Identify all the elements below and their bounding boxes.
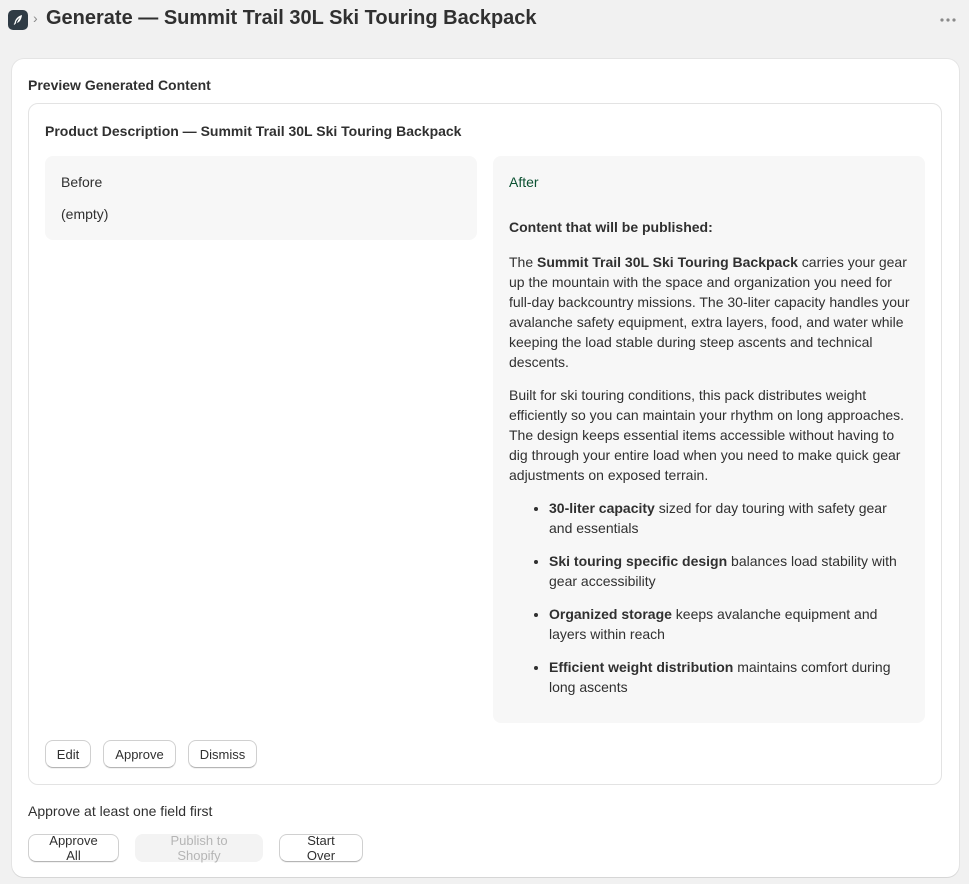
- field-preview-panel: [28, 103, 942, 785]
- preview-card: [12, 59, 959, 877]
- dismiss-button[interactable]: Dismiss: [188, 740, 257, 768]
- before-panel: [45, 156, 477, 240]
- section-title: Preview Generated Content: [28, 77, 211, 93]
- page-title: Generate — Summit Trail 30L Ski Touring Backpack: [46, 7, 537, 29]
- before-value: (empty): [61, 206, 109, 222]
- after-panel: [493, 156, 925, 723]
- feature-text: balances load stability with gear accessibility: [549, 553, 897, 589]
- publish-to-shopify-button[interactable]: Publish to Shopify: [135, 834, 263, 862]
- feature-item: [549, 604, 911, 644]
- after-content: [509, 174, 911, 710]
- approve-all-button[interactable]: Approve All: [28, 834, 119, 862]
- feature-item: [549, 657, 911, 697]
- approval-hint: Approve at least one field first: [28, 803, 213, 819]
- description-paragraph: [509, 252, 911, 372]
- feature-item: [549, 498, 911, 538]
- feature-title: Organized storage: [549, 606, 672, 622]
- start-over-button[interactable]: Start Over: [279, 834, 363, 862]
- ellipsis-icon[interactable]: [936, 10, 960, 30]
- feature-text: maintains comfort during long ascents: [549, 659, 891, 695]
- edit-button[interactable]: Edit: [45, 740, 91, 768]
- top-bar: [0, 0, 969, 40]
- product-name-bold: Summit Trail 30L Ski Touring Backpack: [537, 254, 798, 270]
- description-paragraph: Built for ski touring conditions, this pack distributes weight efficiently so you can maintain your rhythm on long approaches. The design keeps essential items accessible without having to dig through your entire load when you need to make quick gear adjustments on exposed terrain.: [509, 387, 905, 483]
- paragraph-text: The: [509, 254, 538, 270]
- publish-heading: Content that will be published:: [509, 219, 713, 235]
- feature-list: [509, 498, 911, 697]
- paragraph-text: carries your gear up the mountain with the space and organization you need for full-day backcountry missions. The 30-liter capacity handles your avalanche safety equipment, extra layers, food, and water while keeping the load stable during steep ascents and technical descents.: [509, 254, 910, 370]
- feather-icon[interactable]: [8, 10, 28, 30]
- feature-title: Ski touring specific design: [549, 553, 728, 569]
- feature-title: 30-liter capacity: [549, 500, 655, 516]
- field-title: Product Description — Summit Trail 30L Ski Touring Backpack: [45, 123, 462, 139]
- feature-text: keeps avalanche equipment and layers within reach: [549, 606, 878, 642]
- approve-button[interactable]: Approve: [103, 740, 176, 768]
- feature-text: sized for day touring with safety gear and essentials: [549, 500, 887, 536]
- feature-item: [549, 551, 911, 591]
- breadcrumb-separator: ›: [33, 10, 38, 26]
- before-label: Before: [61, 174, 103, 190]
- after-label: After: [509, 174, 539, 190]
- feature-title: Efficient weight distribution: [549, 659, 734, 675]
